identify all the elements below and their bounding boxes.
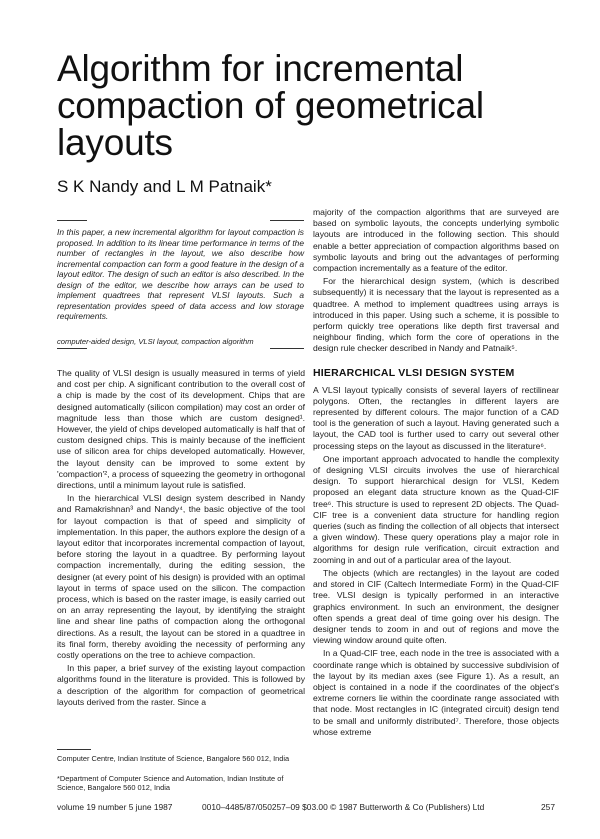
abstract-top-rule xyxy=(57,220,87,221)
abstract-top-rule-right xyxy=(270,220,304,221)
keywords: computer-aided design, VLSI layout, compaction algorithm xyxy=(57,337,254,346)
right-column xyxy=(313,207,559,738)
body-paragraph: One important approach advocated to handle the complexity of designing VLSI circuits involves the use of hierarchical design. To support hierarchical design for VLSI, Kedem proposed an elegant data structure known as the Quad-CIF tree⁶. This structure is used to represent 2D objects. The Quad-CIF tree is a convenient data structure for handling region queries (such as finding the collection of all objects that intersect a given window). These query operations play a major role in algorithms for design rule verification, circuit extraction and zooming in and out of a particular area of the layout. xyxy=(313,453,559,565)
body-paragraph: In the hierarchical VLSI design system described in Nandy and Ramakrishnan³ and Nandy⁴, the basic objective of the tool for layout compaction is that of speed and simplicity of implementation. In this paper, the authors explore the design of a layout editor that incorporates incremental compaction of layout, before storing the layout in a quadtree. By performing layout compaction incrementally, during the editing session, the designer (at every point of his design) is provided with an optimal layout in terms of space used on the silicon. The compaction process, which is based on the raster image, is easily carried out on an array representing the layout, by identifying the straight line and shear line paths of compaction along the orthogonal directions. As a result, the layout can be stored in a quadtree in its final form, thereby avoiding the necessity of performing any costly operations on the tree to achieve compaction. xyxy=(57,493,305,661)
body-paragraph: A VLSI layout typically consists of several layers of rectilinear polygons. Often, the rectangles in different layers are represented by different colours. The major function of a CAD tool is the generation of such a layout. Having generated such a layout, the CAD tool is further used to carry out several other processing steps on the layout as discussed in the literature⁶. xyxy=(313,384,559,451)
body-paragraph: The objects (which are rectangles) in the layout are coded and stored in CIF (Caltech Intermediate Form) in the Quad-CIF tree. VLSI design is typically performed in an interactive graphics environment. In such an environment, the designer often spends a great deal of time going over his design. The designer tends to zoom in and out of regions and move the viewing window around quite often. xyxy=(313,567,559,646)
abstract: In this paper, a new incremental algorithm for layout compaction is proposed. In addition to its linear time performance in terms of the number of rectangles in the layout, we also describe how incremental compaction can form a good feature in the design of a layout editor. The design of such an editor is also described. In the design of the editor, we describe how arrays can be used to implement quadtrees that represent VLSI layouts. Such a representation provides speed of data access and low storage requirements. xyxy=(57,227,304,321)
footnote-rule xyxy=(57,749,91,750)
copyright-line: 0010–4485/87/050257–09 $03.00 © 1987 Butterworth & Co (Publishers) Ltd xyxy=(202,802,485,812)
paper-title: Algorithm for incremental compaction of geometrical layouts xyxy=(57,48,484,163)
page-number: 257 xyxy=(541,802,555,812)
left-column xyxy=(57,368,305,708)
body-paragraph: majority of the compaction algorithms that are surveyed are based on symbolic layouts, the concepts underlying symbolic layouts are introduced in the following section. This should enable a better appreciation of compaction algorithms based on symbolic layouts and bring out the advantages of performing compaction incrementally as a feature of the editor. xyxy=(313,207,559,274)
keywords-rule-right xyxy=(270,348,304,349)
journal-issue: volume 19 number 5 june 1987 xyxy=(57,802,173,812)
body-paragraph: The quality of VLSI design is usually measured in terms of yield and cost per chip. A significant contribution to the overall cost of a chip is made by the cost of its development. Chips that are designed automatically (silicon compilation) may cost an order of magnitude less than those which are custom designed¹. However, the yield of chips developed automatically is half that of custom designed chips. This is mainly because of the inefficient use of silicon area for chips developed automatically. However, the layout density can be improved to some extent by 'compaction'², a process of squeezing the geometry in orthogonal directions, until a minimum layout rule is satisfied. xyxy=(57,368,305,491)
body-paragraph: In a Quad-CIF tree, each node in the tree is associated with a coordinate range which is obtained by successive subdivision of the layout by its median axes (see Figure 1). As a result, an object is contained in a node if the coordinates of the object's extreme corners lie within the coordinate range associated with that node. Most rectangles in IC (integrated circuit) design tend to be small and uniformly distributed⁷. Therefore, those objects whose extreme xyxy=(313,648,559,737)
body-paragraph: For the hierarchical design system, (which is described subsequently) it is necessary that the layout is represented as a quadtree. A method to implement quadtrees using arrays is introduced in this paper. Using such a scheme, it is possible to perform quickly tree operations like depth first traversal and neighbour finding, which form the core of operations in the design rule checker described in Nandy and Patnaik⁵. xyxy=(313,276,559,354)
body-paragraph: In this paper, a brief survey of the existing layout compaction algorithms found in the literature is provided. This is followed by a description of the algorithm for compaction of geometrical layouts derived from the raster. Since a xyxy=(57,663,305,707)
affiliation: Computer Centre, Indian Institute of Science, Bangalore 560 012, India xyxy=(57,754,290,763)
author-list: S K Nandy and L M Patnaik* xyxy=(57,177,272,196)
affiliation: *Department of Computer Science and Automation, Indian Institute of Science, Bangalore 560 012, India xyxy=(57,774,284,793)
section-heading: HIERARCHICAL VLSI DESIGN SYSTEM xyxy=(313,366,515,379)
keywords-rule-left xyxy=(57,348,87,349)
